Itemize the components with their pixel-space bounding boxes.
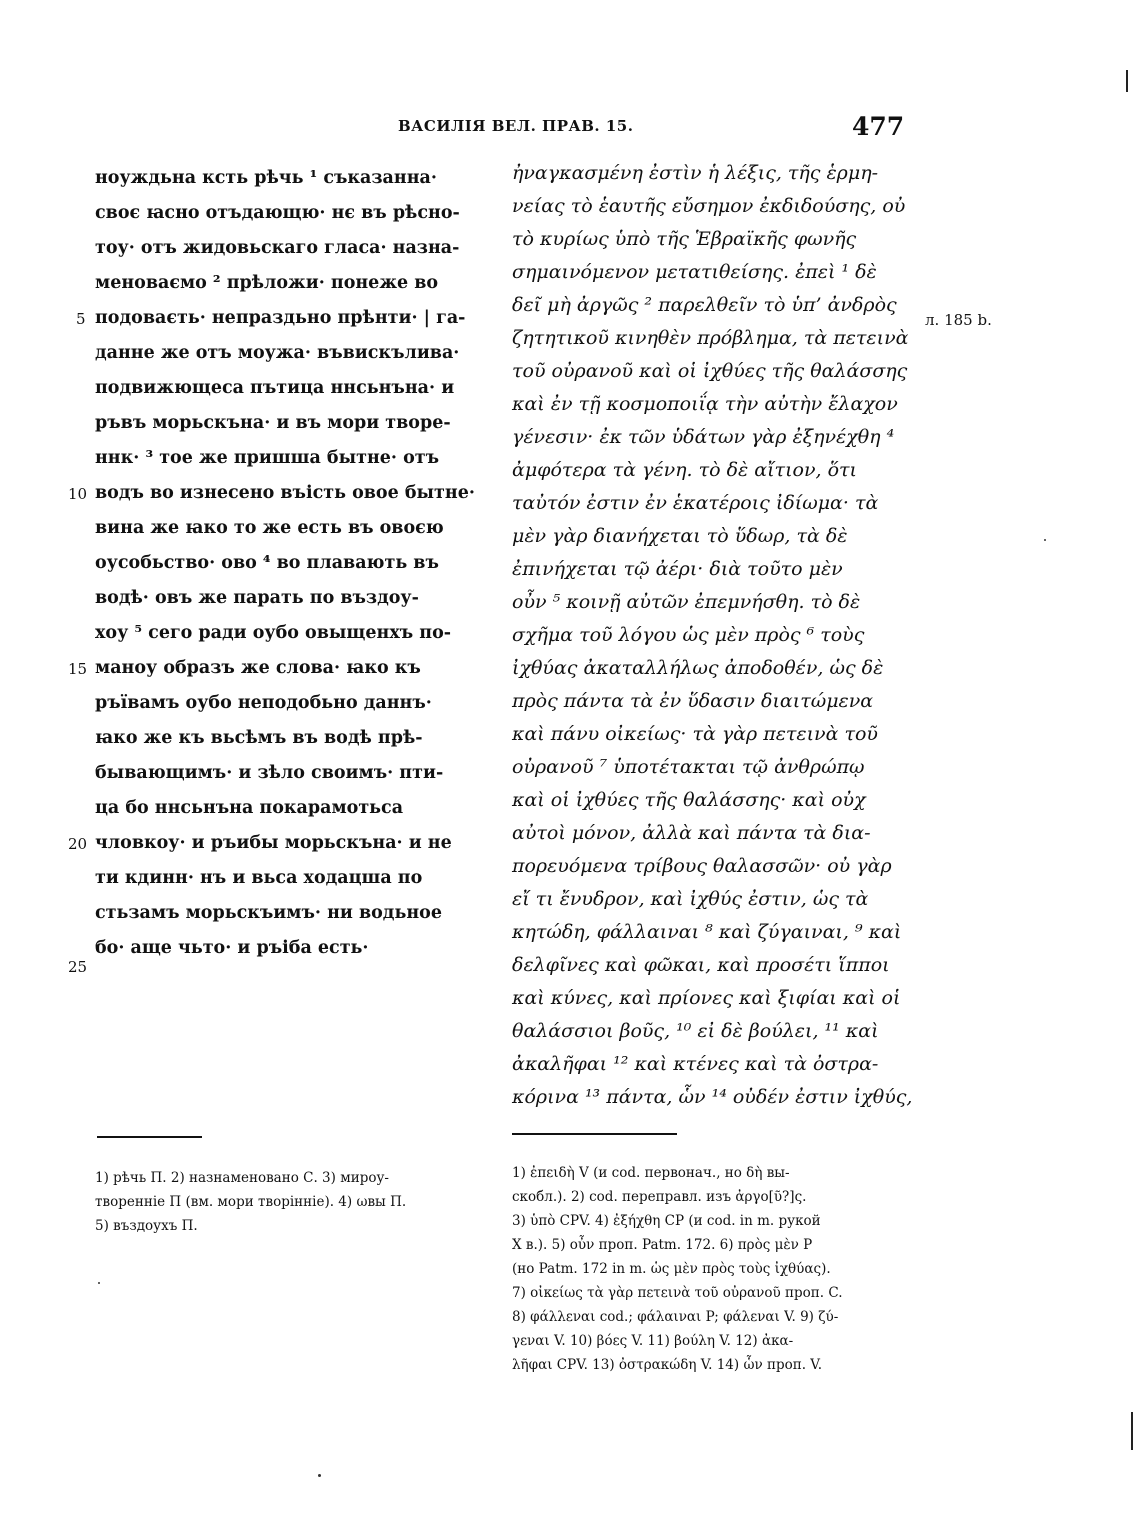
footnote-line: λῆφαι CPV. 13) ὀστρακώδη V. 14) ὧν проп. V.: [512, 1357, 822, 1373]
greek-line: ἀμφότερα τὰ γένη. τὸ δὲ αἴτιον, ὅτι: [512, 459, 857, 481]
slavonic-line: водѣ· овъ же парать по въздоу-: [95, 588, 419, 608]
page-number: 477: [852, 112, 905, 141]
greek-line: ἐπινήχεται τῷ ἀέρι· διὰ τοῦτο μὲν: [512, 558, 843, 580]
slavonic-line: бывающимъ· и зѣло своимъ· пти-: [95, 763, 444, 783]
greek-line: οὐρανοῦ ⁷ ὑποτέτακται τῷ ἀνθρώπῳ: [512, 756, 865, 778]
slavonic-line: вина же ꙗко то же есть въ овоєю: [95, 518, 444, 538]
footnote-line: творенніе П (вм. мори творінніе). 4) ωвы П.: [95, 1194, 407, 1210]
greek-line: δεῖ μὴ ἀργῶς ² παρελθεῖν τὸ ὑπ’ ἀνδρὸς: [512, 294, 897, 316]
footnote-line: 3) ὑπὸ CPV. 4) ἐξήχθη CP (и cod. in m. рукой: [512, 1213, 821, 1229]
scan-speck: [98, 1282, 100, 1284]
slavonic-line: своє ꙗсно отъдающю· нє въ рѣсно-: [95, 203, 460, 223]
slavonic-line: ннк· ³ тое же пришша бытне· отъ: [95, 448, 440, 468]
slavonic-line: подоваєть· непраздьно прѣнти· | га-: [95, 308, 466, 328]
greek-line: ἠναγκασμένη ἐστὶν ἡ λέξις, τῆς ἑρμη-: [512, 162, 879, 184]
greek-line: δελφῖνες καὶ φῶκαι, καὶ προσέτι ἵπποι: [512, 954, 890, 976]
greek-line: ἀκαλῆφαι ¹² καὶ κτένες καὶ τὰ ὀστρα-: [512, 1053, 879, 1075]
greek-line: κητώδη, φάλλαιναι ⁸ καὶ ζύγαιναι, ⁹ καὶ: [512, 921, 902, 943]
greek-line: μὲν γὰρ διανήχεται τὸ ὕδωρ, τὰ δὲ: [512, 525, 848, 547]
greek-line: θαλάσσιοι βοῦς, ¹⁰ εἰ δὲ βούλει, ¹¹ καὶ: [512, 1020, 879, 1042]
greek-line: σημαινόμενον μετατιθείσης. ἐπεὶ ¹ δὲ: [512, 261, 877, 283]
slavonic-line: хоу ⁵ сего ради оубо овыщенхъ по-: [95, 623, 452, 643]
line-number: 10: [68, 485, 88, 503]
greek-line: καὶ οἱ ἰχθύες τῆς θαλάσσης· καὶ οὐχ: [512, 789, 866, 811]
greek-line: αὐτοὶ μόνον, ἀλλὰ καὶ πάντα τὰ δια-: [512, 822, 871, 844]
greek-line: πορευόμενα τρίβους θαλασσῶν· οὐ γὰρ: [512, 855, 892, 877]
slavonic-line: маноу образъ же слова· ꙗко къ: [95, 658, 421, 678]
footnote-line: 1) ἐπειδὴ V (и cod. первонач., но δὴ вы-: [512, 1165, 790, 1181]
slavonic-line: чловкоу· и ръибы морьскъна· и не: [95, 833, 452, 853]
greek-line: οὖν ⁵ κοινῇ αὐτῶν ἐπεμνήσθη. τὸ δὲ: [512, 591, 861, 613]
line-number: 20: [68, 835, 88, 853]
slavonic-line: бо· аще чьто· и ръіба есть·: [95, 938, 369, 958]
greek-line: κόρινα ¹³ πάντα, ὧν ¹⁴ οὐδέν ἐστιν ἰχθύς,: [512, 1086, 913, 1108]
footnote-line: (но Patm. 172 in m. ὡς μὲν πρὸς τοὺς ἰχθύας).: [512, 1261, 831, 1277]
greek-line: σχῆμα τοῦ λόγου ὡς μὲν πρὸς ⁶ τοὺς: [512, 624, 865, 646]
footnote-line: γεναι V. 10) βόες V. 11) βούλη V. 12) ἀκα-: [512, 1333, 794, 1349]
footnote-line: 7) οἰκείως τὰ γὰρ πετεινὰ τοῦ οὐρανοῦ проп. C.: [512, 1285, 843, 1301]
scan-edge-mark: [1131, 1412, 1133, 1450]
greek-line: εἴ τι ἔνυδρον, καὶ ἰχθύς ἐστιν, ὡς τὰ: [512, 888, 869, 910]
line-number: 5: [76, 310, 86, 328]
slavonic-line: ноуждьна ксть рѣчь ¹ съказанна·: [95, 168, 437, 188]
footnote-rule-right: [512, 1133, 677, 1135]
greek-line: ταὐτόν ἐστιν ἐν ἑκατέροις ἰδίωμα· τὰ: [512, 492, 879, 514]
slavonic-line: ръївамъ оубо неподобьно даннъ·: [95, 693, 432, 713]
slavonic-line: меноваємо ² прѣложи· понеже во: [95, 273, 439, 293]
slavonic-line: стьзамъ морьскъимъ· ни водьное: [95, 903, 442, 923]
margin-folio-note: л. 185 b.: [925, 311, 992, 329]
footnote-line: X в.). 5) οὖν проп. Patm. 172. 6) πρὸς μὲν P: [512, 1237, 813, 1253]
slavonic-line: тоу· отъ жидовьскаго гласа· назна-: [95, 238, 460, 258]
line-number: 25: [68, 958, 88, 976]
slavonic-line: ꙗко же къ вьсѣмъ въ водѣ прѣ-: [95, 728, 423, 748]
greek-line: πρὸς πάντα τὰ ἐν ὕδασιν διαιτώμενα: [512, 690, 874, 712]
slavonic-line: оусобьство· ово ⁴ во плавають въ: [95, 553, 439, 573]
slavonic-line: ти кдинн· нъ и вьса ходацша по: [95, 868, 423, 888]
greek-line: τοῦ οὐρανοῦ καὶ οἱ ἰχθύες τῆς θαλάσσης: [512, 360, 908, 382]
scan-speck: [1044, 539, 1046, 541]
slavonic-line: данне же отъ моужа· въвискълива·: [95, 343, 460, 363]
scan-speck: [318, 1474, 321, 1477]
slavonic-line: подвижющеса пътица ннсьнъна· и: [95, 378, 455, 398]
slavonic-line: ца бо ннсьнъна покарамотьса: [95, 798, 404, 818]
greek-line: καὶ πάνυ οἰκείως· τὰ γὰρ πετεινὰ τοῦ: [512, 723, 878, 745]
footnote-line: 1) рѣчь П. 2) назнаменовано С. 3) мироу-: [95, 1170, 389, 1186]
footnote-line: 8) φάλλεναι cod.; φάλαιναι P; φάλεναι V. 9) ζύ-: [512, 1309, 839, 1325]
footnote-line: скобл.). 2) cod. переправл. изъ ἀργο[ῦ?]ς.: [512, 1189, 807, 1205]
scan-edge-mark: [1126, 70, 1128, 92]
greek-line: ἰχθύας ἀκαταλλήλως ἀποδοθέν, ὡς δὲ: [512, 657, 884, 679]
footnote-rule-left: [97, 1136, 202, 1138]
greek-line: καὶ κύνες, καὶ πρίονες καὶ ξιφίαι καὶ οἱ: [512, 987, 901, 1009]
greek-line: ζητητικοῦ κινηθὲν πρόβλημα, τὰ πετεινὰ: [512, 327, 909, 349]
greek-line: νείας τὸ ἑαυτῆς εὔσημον ἐκδιδούσης, οὐ: [512, 195, 906, 217]
greek-line: τὸ κυρίως ὑπὸ τῆς Ἑβραϊκῆς φωνῆς: [512, 228, 857, 250]
slavonic-line: ръвъ морьскъна· и въ мори творе-: [95, 413, 451, 433]
greek-line: γένεσιν· ἐκ τῶν ὑδάτων γὰρ ἐξηνέχθη ⁴: [512, 426, 895, 448]
line-number: 15: [68, 660, 88, 678]
running-header: ВАСИЛІЯ ВЕЛ. ПРАВ. 15.: [398, 117, 634, 135]
footnote-line: 5) въздоухъ П.: [95, 1218, 198, 1234]
slavonic-line: водъ во изнесено въість овое бытне·: [95, 483, 475, 503]
greek-line: καὶ ἐν τῇ κοσμοποιΐᾳ τὴν αὐτὴν ἔλαχον: [512, 393, 898, 415]
